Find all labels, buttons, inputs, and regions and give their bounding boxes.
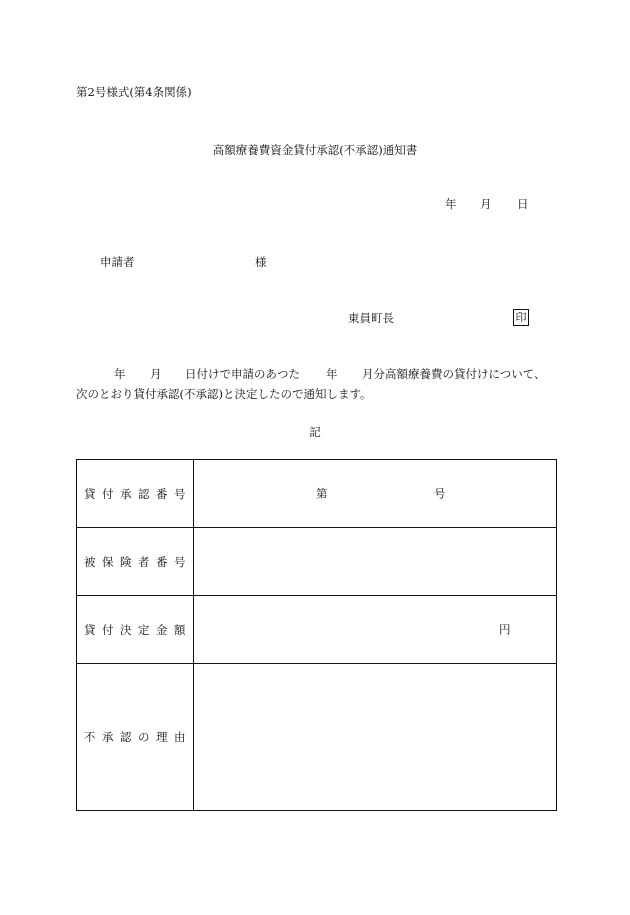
date-year-label: 年 [445, 197, 457, 211]
row-value-insured-number [194, 528, 557, 596]
row-value-loan-amount [194, 596, 557, 664]
table-row [77, 596, 557, 664]
form-number: 第2号様式(第4条関係) [76, 85, 192, 99]
date-month-label: 月 [480, 197, 492, 211]
document-title: 高額療養費資金貸付承認(不承認)通知書 [212, 143, 418, 157]
row-label-insured-number: 被保険者番号 [77, 528, 194, 596]
body-month-1: 月 [150, 367, 162, 381]
loan-number-prefix: 第 [316, 485, 328, 500]
body-date-phrase: 日付けで申請のあつた [185, 367, 300, 381]
table-row [77, 528, 557, 596]
loan-amount-unit: 円 [499, 621, 511, 636]
row-label-rejection-reason: 不承認の理由 [77, 664, 194, 811]
table-row [77, 664, 557, 811]
date-day-label: 日 [517, 197, 529, 211]
table-row [77, 460, 557, 528]
detail-table [76, 459, 557, 811]
applicant-honorific: 様 [255, 255, 267, 269]
row-label-loan-amount: 貸付決定金額 [77, 596, 194, 664]
body-year-1: 年 [114, 367, 126, 381]
body-year-2: 年 [326, 367, 338, 381]
loan-number-suffix: 号 [434, 485, 446, 500]
row-value-rejection-reason [194, 664, 557, 811]
body-line-2: 次のとおり貸付承認(不承認)と決定したので通知します。 [76, 387, 372, 401]
applicant-label: 申請者 [100, 255, 135, 269]
row-label-loan-number: 貸付承認番号 [77, 460, 194, 528]
note-label: 記 [309, 425, 321, 439]
body-month-phrase: 月分高額療養費の貸付けについて、 [362, 367, 546, 381]
row-value-loan-number [194, 460, 557, 528]
issuer-name: 東員町長 [348, 311, 394, 325]
seal-mark: 印 [513, 309, 529, 326]
